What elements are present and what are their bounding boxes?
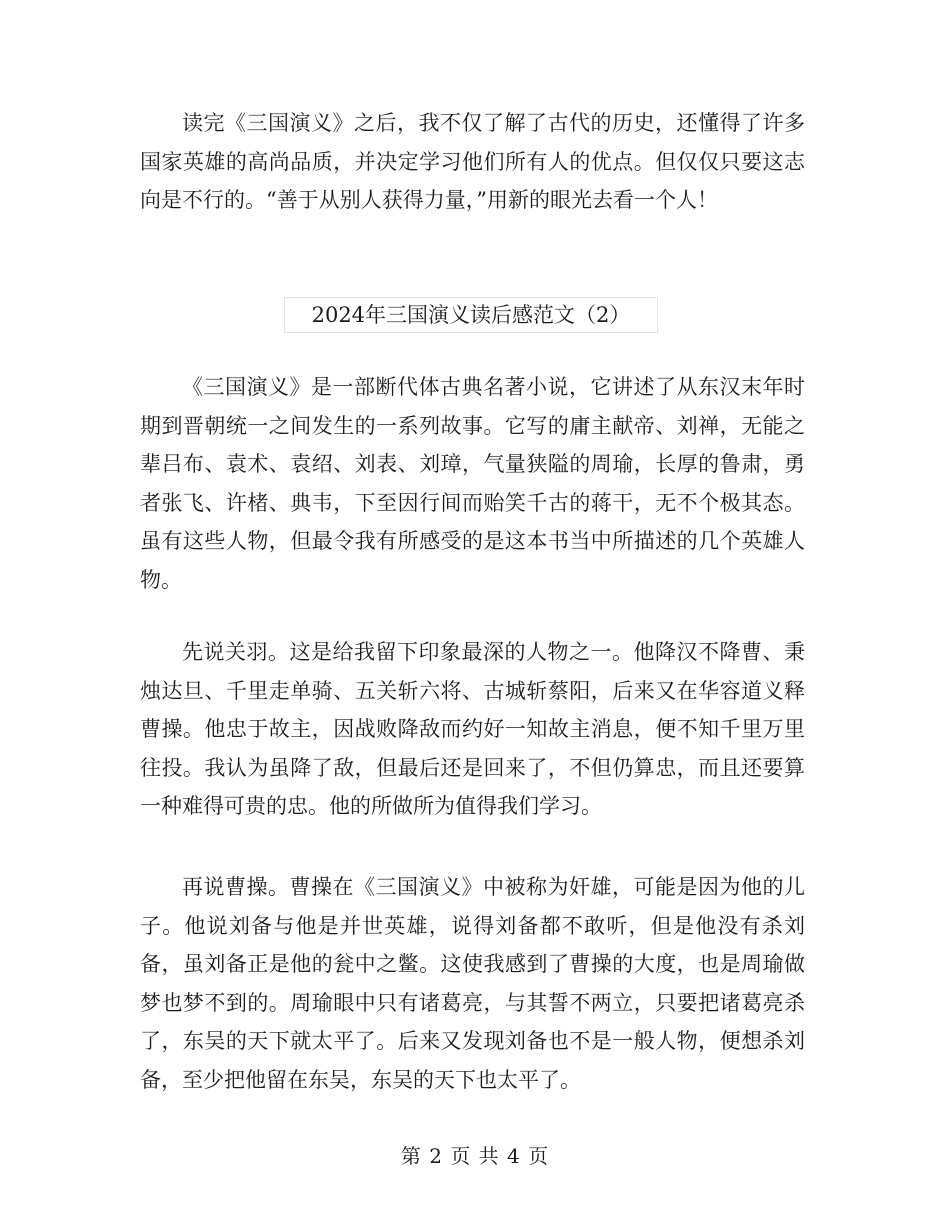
page-number-footer: 第 2 页 共 4 页 (400, 1144, 550, 1168)
section-heading: 2024年三国演义读后感范文（2） (284, 297, 658, 333)
paragraph-intro: 《三国演义》是一部断代体古典名著小说，它讲述了从东汉末年时期到晋朝统一之间发生的一系列故事。它写的庸主献帝、刘禅，无能之辈吕布、袁术、袁绍、刘表、刘璋，气量狭隘的周瑜，长厚的鲁肃，勇者张飞、许楮、典韦，下至因行间而贻笑千古的蒋干，无不个极其态。虽有这些人物，但最令我有所感受的是这本书当中所描述的几个英雄人物。 (140, 375, 805, 592)
paragraph-cao-cao: 再说曹操。曹操在《三国演义》中被称为奸雄，可能是因为他的儿子。他说刘备与他是并世英雄，说得刘备都不敢听，但是他没有杀刘备，虽刘备正是他的瓮中之鳖。这使我感到了曹操的大度，也是周瑜做梦也梦不到的。周瑜眼中只有诸葛亮，与其誓不两立，只要把诸葛亮杀了，东吴的天下就太平了。后来又发现刘备也不是一般人物，便想杀刘备，至少把他留在东吴，东吴的天下也太平了。 (140, 875, 805, 1092)
paragraph-conclusion: 读完《三国演义》之后，我不仅了解了古代的历史，还懂得了许多国家英雄的高尚品质，并决定学习他们所有人的优点。但仅仅只要这志向是不行的。“善于从别人获得力量，”用新的眼光去看一个人！ (140, 111, 805, 212)
paragraph-guan-yu: 先说关羽。这是给我留下印象最深的人物之一。他降汉不降曹、秉烛达旦、千里走单骑、五关斩六将、古城斩蔡阳，后来又在华容道义释曹操。他忠于故主，因战败降敌而约好一知故主消息，便不知千里万里往投。我认为虽降了敌，但最后还是回来了，不但仍算忠，而且还要算一种难得可贵的忠。他的所做所为值得我们学习。 (140, 640, 805, 818)
